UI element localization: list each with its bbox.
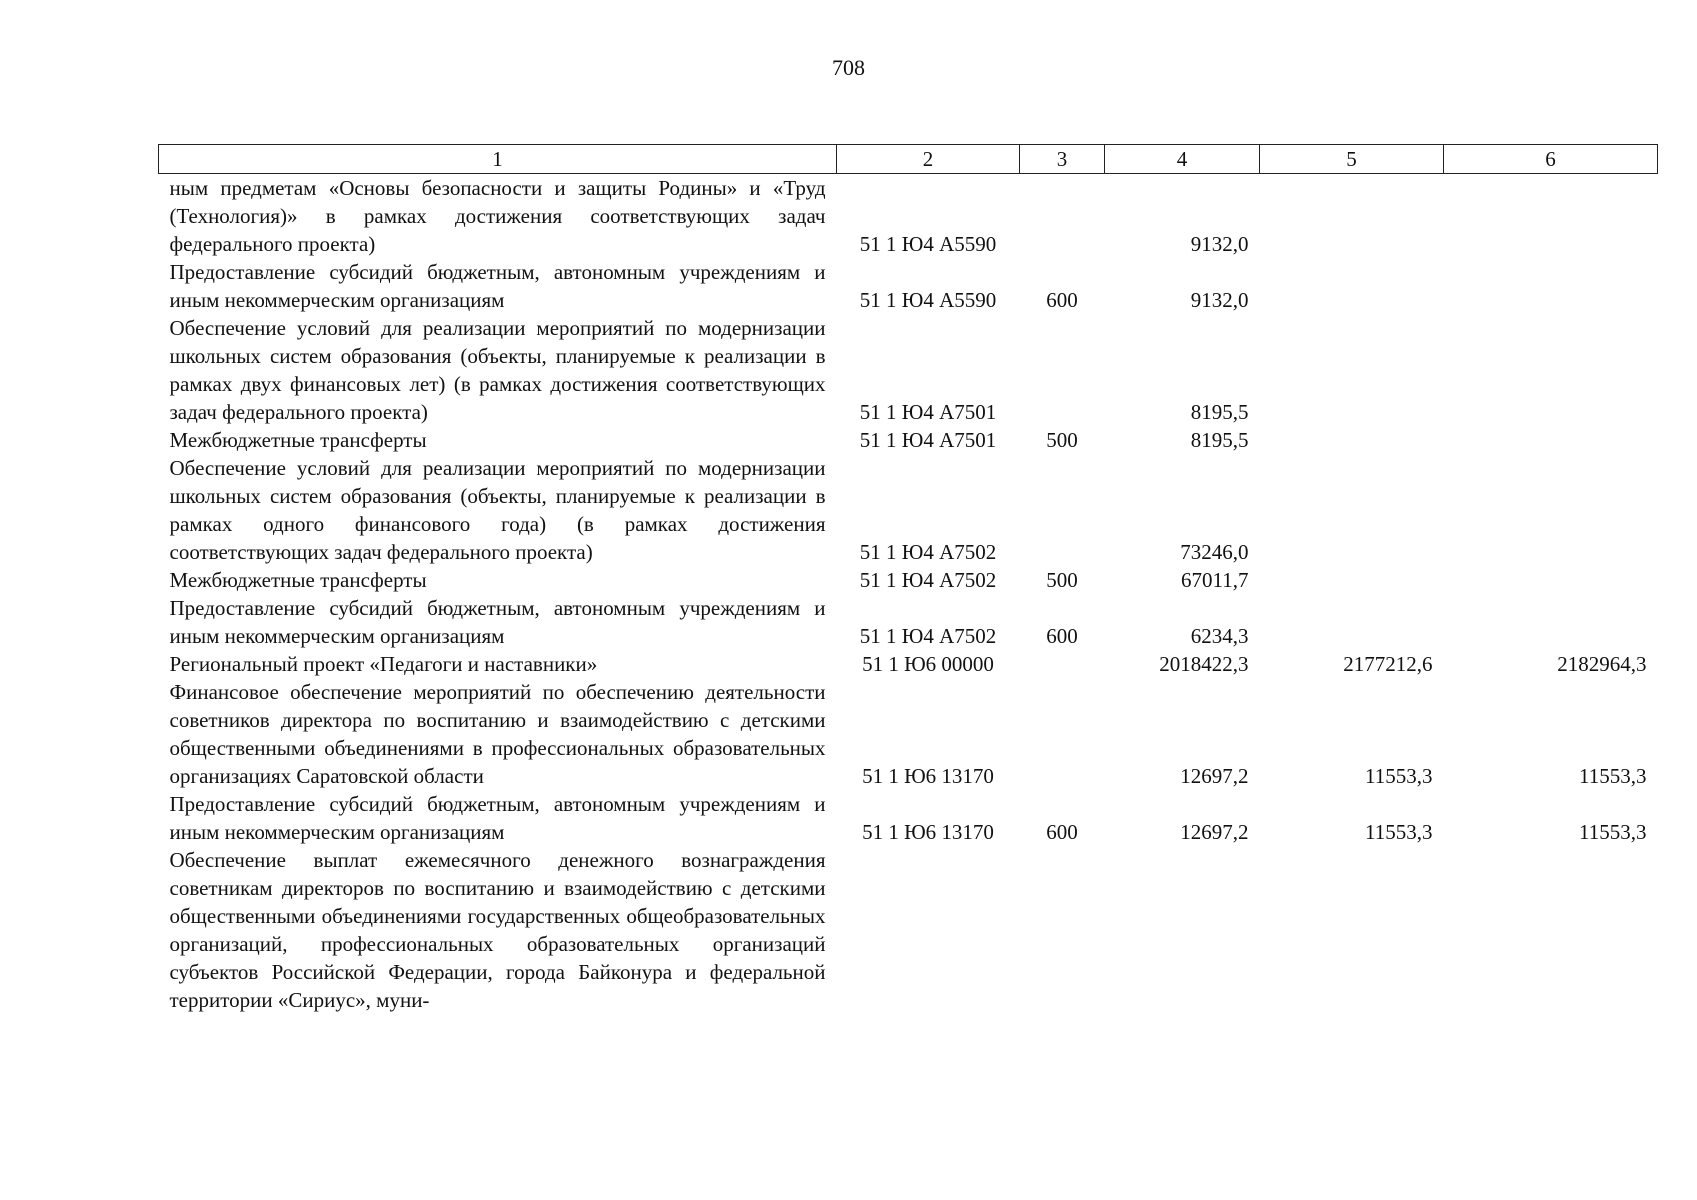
row-value-col4: 9132,0 [1190, 288, 1249, 312]
row-value-col4: 8195,5 [1190, 428, 1249, 452]
row-type-cell [1020, 454, 1105, 566]
row-type-cell [1020, 678, 1105, 790]
table-row [159, 846, 1658, 1014]
row-type-cell [1020, 846, 1105, 1014]
table-row [159, 678, 1658, 790]
table-row [159, 174, 1658, 259]
row-name-cell: Финансовое обеспечение мероприятий по обеспечению деятельности советников директора по воспитанию и взаимодействию с детскими общественными объединениями в профессиональных образовательных организациях Саратовской области [169, 680, 826, 788]
header-col-5: 5 [1260, 145, 1444, 174]
row-value-col5: 11553,3 [1365, 764, 1433, 788]
row-type-cell [1020, 174, 1105, 259]
row-name-cell: Межбюджетные трансферты [169, 428, 427, 452]
header-col-4: 4 [1105, 145, 1260, 174]
row-value-col6 [1444, 174, 1658, 259]
header-col-3: 3 [1020, 145, 1105, 174]
row-type-cell [1020, 650, 1105, 678]
row-code-cell: 51 1 Ю4 А7502 [859, 624, 997, 648]
row-type-cell: 600 [1046, 820, 1078, 844]
budget-table [158, 144, 1658, 1014]
row-code-cell: 51 1 Ю6 00000 [862, 652, 994, 676]
row-value-col6 [1444, 846, 1658, 1014]
row-name-cell: Региональный проект «Педагоги и наставники» [169, 652, 598, 676]
row-value-col4: 2018422,3 [1159, 652, 1249, 676]
header-col-1: 1 [159, 145, 837, 174]
row-value-col5 [1260, 846, 1444, 1014]
row-code-cell: 51 1 Ю6 13170 [862, 764, 994, 788]
row-type-cell: 500 [1046, 568, 1078, 592]
row-value-col5 [1260, 174, 1444, 259]
row-value-col6: 11553,3 [1579, 820, 1647, 844]
row-name-cell: Обеспечение выплат ежемесячного денежного вознаграждения советникам директоров по воспитанию и взаимодействию с детскими общественными объединениями государственных общеобразовательных организаций, профессиональных образовательных организаций субъектов Российской Федерации, города Байконура и федеральной территории «Сириус», муни- [169, 848, 826, 1012]
row-value-col4: 73246,0 [1180, 540, 1249, 564]
table-row [159, 258, 1658, 314]
row-value-col4: 67011,7 [1181, 568, 1249, 592]
table-row [159, 314, 1658, 426]
table-row [159, 594, 1658, 650]
row-name-cell: Предоставление субсидий бюджетным, автономным учреждениям и иным некоммерческим организациям [169, 596, 826, 648]
row-value-col6 [1444, 454, 1658, 566]
row-name-cell: ным предметам «Основы безопасности и защиты Родины» и «Труд (Технология)» в рамках достижения соответствующих задач федерального проекта) [169, 176, 826, 256]
table-header-row [159, 145, 1658, 174]
row-value-col4 [1105, 846, 1260, 1014]
row-value-col6 [1444, 566, 1658, 594]
row-name-cell: Предоставление субсидий бюджетным, автономным учреждениям и иным некоммерческим организациям [169, 260, 826, 312]
row-value-col4: 6234,3 [1190, 624, 1249, 648]
table-row [159, 650, 1658, 678]
header-col-6: 6 [1444, 145, 1658, 174]
row-code-cell [837, 846, 1020, 1014]
row-value-col6: 2182964,3 [1557, 652, 1647, 676]
row-value-col4: 12697,2 [1180, 764, 1249, 788]
row-code-cell: 51 1 Ю4 А7501 [859, 400, 997, 424]
row-value-col5 [1260, 454, 1444, 566]
header-col-2: 2 [837, 145, 1020, 174]
row-value-col6 [1444, 314, 1658, 426]
row-name-cell: Предоставление субсидий бюджетным, автономным учреждениям и иным некоммерческим организациям [169, 792, 826, 844]
row-value-col4: 9132,0 [1190, 232, 1249, 256]
row-code-cell: 51 1 Ю6 13170 [862, 820, 994, 844]
row-value-col5: 11553,3 [1365, 820, 1433, 844]
row-value-col5 [1260, 426, 1444, 454]
row-value-col4: 8195,5 [1190, 400, 1249, 424]
page-number: 708 [832, 55, 865, 80]
row-name-cell: Обеспечение условий для реализации мероприятий по модернизации школьных систем образования (объекты, планируемые к реализации в рамках одного финансового года) (в рамках достижения соответствующих задач федерального проекта) [169, 456, 826, 564]
row-code-cell: 51 1 Ю4 А5590 [859, 288, 997, 312]
row-value-col5 [1260, 314, 1444, 426]
row-value-col6 [1444, 426, 1658, 454]
table-row [159, 426, 1658, 454]
row-code-cell: 51 1 Ю4 А5590 [859, 232, 997, 256]
row-value-col6 [1444, 594, 1658, 650]
row-name-cell: Межбюджетные трансферты [169, 568, 427, 592]
row-value-col4: 12697,2 [1180, 820, 1249, 844]
row-value-col5 [1260, 258, 1444, 314]
row-name-cell: Обеспечение условий для реализации мероприятий по модернизации школьных систем образования (объекты, планируемые к реализации в рамках двух финансовых лет) (в рамках достижения соответствующих задач федерального проекта) [169, 316, 826, 424]
table-row [159, 566, 1658, 594]
row-value-col6: 11553,3 [1579, 764, 1647, 788]
row-value-col5: 2177212,6 [1343, 652, 1433, 676]
row-type-cell: 500 [1046, 428, 1078, 452]
row-type-cell: 600 [1046, 624, 1078, 648]
row-value-col6 [1444, 258, 1658, 314]
row-type-cell [1020, 314, 1105, 426]
table-row [159, 790, 1658, 846]
row-type-cell: 600 [1046, 288, 1078, 312]
row-code-cell: 51 1 Ю4 А7502 [859, 540, 997, 564]
row-code-cell: 51 1 Ю4 А7502 [859, 568, 997, 592]
row-value-col5 [1260, 566, 1444, 594]
row-value-col5 [1260, 594, 1444, 650]
row-code-cell: 51 1 Ю4 А7501 [859, 428, 997, 452]
table-row [159, 454, 1658, 566]
